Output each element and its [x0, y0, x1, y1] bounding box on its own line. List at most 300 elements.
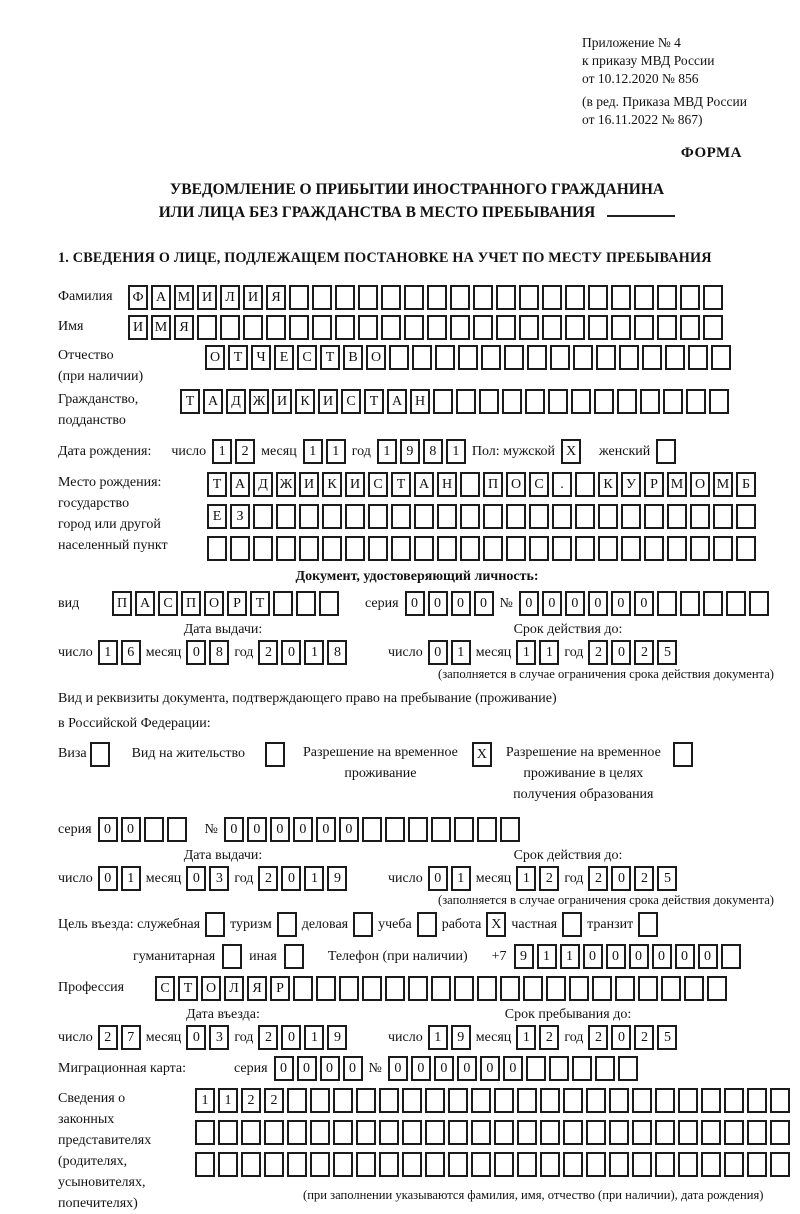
char-box[interactable]: 9 [514, 944, 534, 969]
char-box[interactable]: 5 [657, 866, 677, 891]
char-box[interactable]: Б [736, 472, 756, 497]
char-box[interactable] [517, 1152, 537, 1177]
char-box[interactable] [644, 536, 664, 561]
char-box[interactable] [437, 504, 457, 529]
char-box[interactable]: Н [437, 472, 457, 497]
char-box[interactable] [592, 976, 612, 1001]
char-box[interactable] [496, 315, 516, 340]
char-box[interactable] [621, 536, 641, 561]
char-box[interactable] [686, 389, 706, 414]
char-box[interactable] [594, 389, 614, 414]
char-box[interactable]: Т [178, 976, 198, 1001]
char-box[interactable] [655, 1088, 675, 1113]
char-box[interactable] [356, 1152, 376, 1177]
char-box[interactable] [243, 315, 263, 340]
char-box[interactable]: С [155, 976, 175, 1001]
char-box[interactable]: Я [247, 976, 267, 1001]
char-box[interactable]: 0 [565, 591, 585, 616]
char-box[interactable] [504, 345, 524, 370]
char-box[interactable] [368, 504, 388, 529]
char-box[interactable] [595, 1056, 615, 1081]
char-box[interactable]: . [552, 472, 572, 497]
char-box[interactable] [310, 1120, 330, 1145]
char-box[interactable]: 5 [657, 1025, 677, 1050]
char-box[interactable]: К [322, 472, 342, 497]
char-box[interactable]: 2 [258, 640, 278, 665]
char-box[interactable] [195, 1120, 215, 1145]
char-box[interactable]: 1 [428, 1025, 448, 1050]
char-box[interactable] [310, 1152, 330, 1177]
char-box[interactable] [144, 817, 164, 842]
char-box[interactable]: 1 [560, 944, 580, 969]
char-box[interactable]: Д [226, 389, 246, 414]
char-box[interactable]: У [621, 472, 641, 497]
char-box[interactable]: О [201, 976, 221, 1001]
char-box[interactable] [494, 1088, 514, 1113]
char-box[interactable] [517, 1088, 537, 1113]
char-box[interactable] [500, 976, 520, 1001]
char-box[interactable]: 0 [428, 640, 448, 665]
char-box[interactable] [481, 345, 501, 370]
char-box[interactable] [678, 1088, 698, 1113]
char-box[interactable] [640, 389, 660, 414]
char-box[interactable] [205, 912, 225, 937]
char-box[interactable] [425, 1088, 445, 1113]
char-box[interactable] [460, 472, 480, 497]
char-box[interactable] [655, 1152, 675, 1177]
char-box[interactable]: 6 [121, 640, 141, 665]
char-box[interactable] [565, 285, 585, 310]
char-box[interactable] [747, 1152, 767, 1177]
char-box[interactable] [707, 976, 727, 1001]
char-box[interactable] [287, 1088, 307, 1113]
char-box[interactable] [322, 536, 342, 561]
char-box[interactable]: 0 [611, 866, 631, 891]
char-box[interactable]: 0 [519, 591, 539, 616]
char-box[interactable] [408, 976, 428, 1001]
char-box[interactable]: А [414, 472, 434, 497]
char-box[interactable] [736, 504, 756, 529]
char-box[interactable] [721, 944, 741, 969]
char-box[interactable] [617, 389, 637, 414]
char-box[interactable]: П [483, 472, 503, 497]
char-box[interactable]: 0 [542, 591, 562, 616]
char-box[interactable] [450, 315, 470, 340]
char-box[interactable] [598, 536, 618, 561]
char-box[interactable] [90, 742, 110, 767]
char-box[interactable]: 0 [428, 866, 448, 891]
char-box[interactable] [218, 1120, 238, 1145]
char-box[interactable]: 2 [241, 1088, 261, 1113]
char-box[interactable] [526, 1056, 546, 1081]
char-box[interactable]: З [230, 504, 250, 529]
char-box[interactable]: И [243, 285, 263, 310]
char-box[interactable]: С [158, 591, 178, 616]
char-box[interactable] [588, 315, 608, 340]
char-box[interactable] [197, 315, 217, 340]
char-box[interactable] [477, 976, 497, 1001]
char-box[interactable]: Ж [249, 389, 269, 414]
char-box[interactable]: П [112, 591, 132, 616]
char-box[interactable] [287, 1152, 307, 1177]
char-box[interactable] [552, 536, 572, 561]
char-box[interactable]: Е [274, 345, 294, 370]
char-box[interactable] [663, 389, 683, 414]
char-box[interactable] [519, 285, 539, 310]
char-box[interactable] [265, 742, 285, 767]
char-box[interactable] [673, 742, 693, 767]
char-box[interactable] [389, 345, 409, 370]
char-box[interactable]: 3 [209, 1025, 229, 1050]
char-box[interactable]: 0 [457, 1056, 477, 1081]
char-box[interactable] [381, 285, 401, 310]
char-box[interactable]: 1 [195, 1088, 215, 1113]
char-box[interactable]: 8 [423, 439, 443, 464]
char-box[interactable]: 0 [98, 817, 118, 842]
char-box[interactable] [299, 504, 319, 529]
char-box[interactable] [634, 285, 654, 310]
char-box[interactable]: 0 [343, 1056, 363, 1081]
char-box[interactable]: 0 [316, 817, 336, 842]
char-box[interactable] [575, 504, 595, 529]
char-box[interactable]: И [318, 389, 338, 414]
char-box[interactable] [644, 504, 664, 529]
char-box[interactable]: X [561, 439, 581, 464]
char-box[interactable] [549, 1056, 569, 1081]
char-box[interactable]: 0 [652, 944, 672, 969]
char-box[interactable]: X [486, 912, 506, 937]
char-box[interactable]: И [299, 472, 319, 497]
char-box[interactable] [448, 1120, 468, 1145]
char-box[interactable] [402, 1120, 422, 1145]
char-box[interactable] [494, 1152, 514, 1177]
char-box[interactable]: 2 [634, 866, 654, 891]
char-box[interactable] [253, 504, 273, 529]
char-box[interactable] [657, 591, 677, 616]
char-box[interactable] [770, 1152, 790, 1177]
char-box[interactable] [264, 1120, 284, 1145]
char-box[interactable] [678, 1152, 698, 1177]
char-box[interactable]: 1 [98, 640, 118, 665]
char-box[interactable] [222, 944, 242, 969]
char-box[interactable] [391, 536, 411, 561]
char-box[interactable]: 0 [186, 640, 206, 665]
char-box[interactable] [562, 912, 582, 937]
char-box[interactable] [431, 817, 451, 842]
char-box[interactable] [736, 536, 756, 561]
char-box[interactable] [726, 591, 746, 616]
char-box[interactable] [471, 1152, 491, 1177]
char-box[interactable] [680, 285, 700, 310]
char-box[interactable] [448, 1152, 468, 1177]
char-box[interactable]: 1 [446, 439, 466, 464]
char-box[interactable]: 0 [224, 817, 244, 842]
char-box[interactable] [690, 504, 710, 529]
char-box[interactable]: 0 [339, 817, 359, 842]
char-box[interactable] [379, 1152, 399, 1177]
char-box[interactable]: Т [228, 345, 248, 370]
char-box[interactable] [195, 1152, 215, 1177]
char-box[interactable] [724, 1088, 744, 1113]
char-box[interactable] [609, 1120, 629, 1145]
char-box[interactable] [218, 1152, 238, 1177]
char-box[interactable] [701, 1088, 721, 1113]
char-box[interactable]: А [135, 591, 155, 616]
char-box[interactable] [402, 1088, 422, 1113]
char-box[interactable] [665, 345, 685, 370]
char-box[interactable] [638, 976, 658, 1001]
char-box[interactable] [747, 1088, 767, 1113]
char-box[interactable] [655, 1120, 675, 1145]
char-box[interactable]: 0 [320, 1056, 340, 1081]
char-box[interactable] [632, 1088, 652, 1113]
char-box[interactable] [358, 315, 378, 340]
char-box[interactable]: 1 [537, 944, 557, 969]
char-box[interactable] [573, 345, 593, 370]
char-box[interactable] [408, 817, 428, 842]
char-box[interactable]: 2 [264, 1088, 284, 1113]
char-box[interactable] [356, 1088, 376, 1113]
char-box[interactable]: Я [174, 315, 194, 340]
char-box[interactable]: Д [253, 472, 273, 497]
char-box[interactable] [540, 1120, 560, 1145]
char-box[interactable] [724, 1120, 744, 1145]
char-box[interactable] [333, 1088, 353, 1113]
char-box[interactable]: 0 [606, 944, 626, 969]
char-box[interactable] [312, 315, 332, 340]
char-box[interactable]: 0 [274, 1056, 294, 1081]
char-box[interactable]: С [341, 389, 361, 414]
char-box[interactable]: Р [227, 591, 247, 616]
char-box[interactable] [289, 315, 309, 340]
char-box[interactable] [417, 912, 437, 937]
char-box[interactable] [506, 504, 526, 529]
char-box[interactable]: 9 [400, 439, 420, 464]
char-box[interactable]: 1 [218, 1088, 238, 1113]
char-box[interactable] [404, 285, 424, 310]
char-box[interactable] [586, 1088, 606, 1113]
char-box[interactable] [241, 1152, 261, 1177]
char-box[interactable]: 0 [293, 817, 313, 842]
char-box[interactable] [458, 345, 478, 370]
char-box[interactable]: П [181, 591, 201, 616]
char-box[interactable]: К [295, 389, 315, 414]
char-box[interactable] [565, 315, 585, 340]
char-box[interactable] [471, 1120, 491, 1145]
char-box[interactable] [471, 1088, 491, 1113]
char-box[interactable] [525, 389, 545, 414]
char-box[interactable]: 1 [304, 1025, 324, 1050]
char-box[interactable] [527, 345, 547, 370]
char-box[interactable] [632, 1120, 652, 1145]
char-box[interactable] [333, 1152, 353, 1177]
char-box[interactable]: 0 [583, 944, 603, 969]
char-box[interactable] [575, 536, 595, 561]
char-box[interactable] [339, 976, 359, 1001]
char-box[interactable] [542, 285, 562, 310]
char-box[interactable] [368, 536, 388, 561]
char-box[interactable] [596, 345, 616, 370]
char-box[interactable] [657, 315, 677, 340]
char-box[interactable] [618, 1056, 638, 1081]
char-box[interactable] [680, 315, 700, 340]
char-box[interactable] [523, 976, 543, 1001]
char-box[interactable] [667, 536, 687, 561]
char-box[interactable] [500, 817, 520, 842]
char-box[interactable] [287, 1120, 307, 1145]
char-box[interactable]: 0 [270, 817, 290, 842]
char-box[interactable]: 2 [634, 1025, 654, 1050]
char-box[interactable]: 0 [405, 591, 425, 616]
char-box[interactable]: Т [180, 389, 200, 414]
char-box[interactable] [296, 591, 316, 616]
char-box[interactable] [709, 389, 729, 414]
char-box[interactable]: 0 [434, 1056, 454, 1081]
char-box[interactable] [479, 389, 499, 414]
char-box[interactable]: 1 [212, 439, 232, 464]
char-box[interactable]: 1 [516, 866, 536, 891]
char-box[interactable] [563, 1152, 583, 1177]
char-box[interactable]: 1 [326, 439, 346, 464]
char-box[interactable] [638, 912, 658, 937]
char-box[interactable] [335, 285, 355, 310]
char-box[interactable]: Т [391, 472, 411, 497]
char-box[interactable] [749, 591, 769, 616]
char-box[interactable]: 0 [611, 1025, 631, 1050]
char-box[interactable]: Т [250, 591, 270, 616]
char-box[interactable] [540, 1088, 560, 1113]
char-box[interactable]: 2 [588, 1025, 608, 1050]
char-box[interactable] [588, 285, 608, 310]
char-box[interactable]: 0 [98, 866, 118, 891]
char-box[interactable]: 2 [258, 1025, 278, 1050]
char-box[interactable] [412, 345, 432, 370]
char-box[interactable] [770, 1088, 790, 1113]
char-box[interactable]: О [506, 472, 526, 497]
char-box[interactable] [345, 536, 365, 561]
char-box[interactable]: 2 [258, 866, 278, 891]
char-box[interactable] [569, 976, 589, 1001]
char-box[interactable] [435, 345, 455, 370]
char-box[interactable]: О [366, 345, 386, 370]
char-box[interactable]: Я [266, 285, 286, 310]
char-box[interactable]: 2 [98, 1025, 118, 1050]
char-box[interactable] [642, 345, 662, 370]
char-box[interactable] [661, 976, 681, 1001]
char-box[interactable]: А [387, 389, 407, 414]
char-box[interactable] [427, 315, 447, 340]
char-box[interactable] [437, 536, 457, 561]
char-box[interactable] [293, 976, 313, 1001]
char-box[interactable]: 0 [503, 1056, 523, 1081]
char-box[interactable] [414, 504, 434, 529]
char-box[interactable]: И [128, 315, 148, 340]
char-box[interactable]: 0 [634, 591, 654, 616]
char-box[interactable] [450, 285, 470, 310]
char-box[interactable] [241, 1120, 261, 1145]
char-box[interactable]: А [151, 285, 171, 310]
char-box[interactable] [460, 536, 480, 561]
char-box[interactable] [316, 976, 336, 1001]
char-box[interactable] [276, 504, 296, 529]
char-box[interactable]: Ж [276, 472, 296, 497]
char-box[interactable]: 0 [611, 640, 631, 665]
char-box[interactable] [701, 1120, 721, 1145]
char-box[interactable] [431, 976, 451, 1001]
char-box[interactable] [690, 536, 710, 561]
char-box[interactable] [385, 976, 405, 1001]
char-box[interactable]: 0 [281, 866, 301, 891]
char-box[interactable] [540, 1152, 560, 1177]
char-box[interactable] [425, 1120, 445, 1145]
char-box[interactable]: 0 [611, 591, 631, 616]
char-box[interactable]: С [297, 345, 317, 370]
char-box[interactable]: 2 [235, 439, 255, 464]
char-box[interactable] [703, 285, 723, 310]
char-box[interactable] [312, 285, 332, 310]
char-box[interactable] [703, 315, 723, 340]
char-box[interactable]: 0 [474, 591, 494, 616]
char-box[interactable] [277, 912, 297, 937]
char-box[interactable]: Р [644, 472, 664, 497]
char-box[interactable] [379, 1088, 399, 1113]
char-box[interactable]: Л [220, 285, 240, 310]
char-box[interactable]: 0 [281, 640, 301, 665]
char-box[interactable]: 1 [516, 1025, 536, 1050]
char-box[interactable]: 1 [304, 640, 324, 665]
char-box[interactable] [427, 285, 447, 310]
char-box[interactable]: 2 [634, 640, 654, 665]
char-box[interactable] [454, 817, 474, 842]
char-box[interactable]: О [204, 591, 224, 616]
char-box[interactable] [379, 1120, 399, 1145]
char-box[interactable]: 2 [588, 640, 608, 665]
char-box[interactable]: 1 [121, 866, 141, 891]
char-box[interactable] [289, 285, 309, 310]
char-box[interactable]: 2 [539, 866, 559, 891]
char-box[interactable]: 0 [297, 1056, 317, 1081]
char-box[interactable] [333, 1120, 353, 1145]
char-box[interactable] [402, 1152, 422, 1177]
char-box[interactable] [546, 976, 566, 1001]
char-box[interactable] [621, 504, 641, 529]
char-box[interactable]: Н [410, 389, 430, 414]
char-box[interactable]: В [343, 345, 363, 370]
char-box[interactable]: 1 [539, 640, 559, 665]
char-box[interactable]: С [529, 472, 549, 497]
char-box[interactable]: 3 [209, 866, 229, 891]
char-box[interactable] [563, 1088, 583, 1113]
char-box[interactable] [335, 315, 355, 340]
char-box[interactable]: Т [320, 345, 340, 370]
char-box[interactable] [575, 472, 595, 497]
char-box[interactable] [519, 315, 539, 340]
char-box[interactable] [550, 345, 570, 370]
char-box[interactable] [502, 389, 522, 414]
char-box[interactable]: 0 [588, 591, 608, 616]
char-box[interactable] [571, 389, 591, 414]
char-box[interactable] [611, 315, 631, 340]
char-box[interactable] [542, 315, 562, 340]
char-box[interactable]: О [205, 345, 225, 370]
char-box[interactable]: X [472, 742, 492, 767]
char-box[interactable] [456, 389, 476, 414]
char-box[interactable]: 1 [304, 866, 324, 891]
char-box[interactable] [483, 536, 503, 561]
char-box[interactable]: 0 [411, 1056, 431, 1081]
char-box[interactable]: М [667, 472, 687, 497]
char-box[interactable] [381, 315, 401, 340]
